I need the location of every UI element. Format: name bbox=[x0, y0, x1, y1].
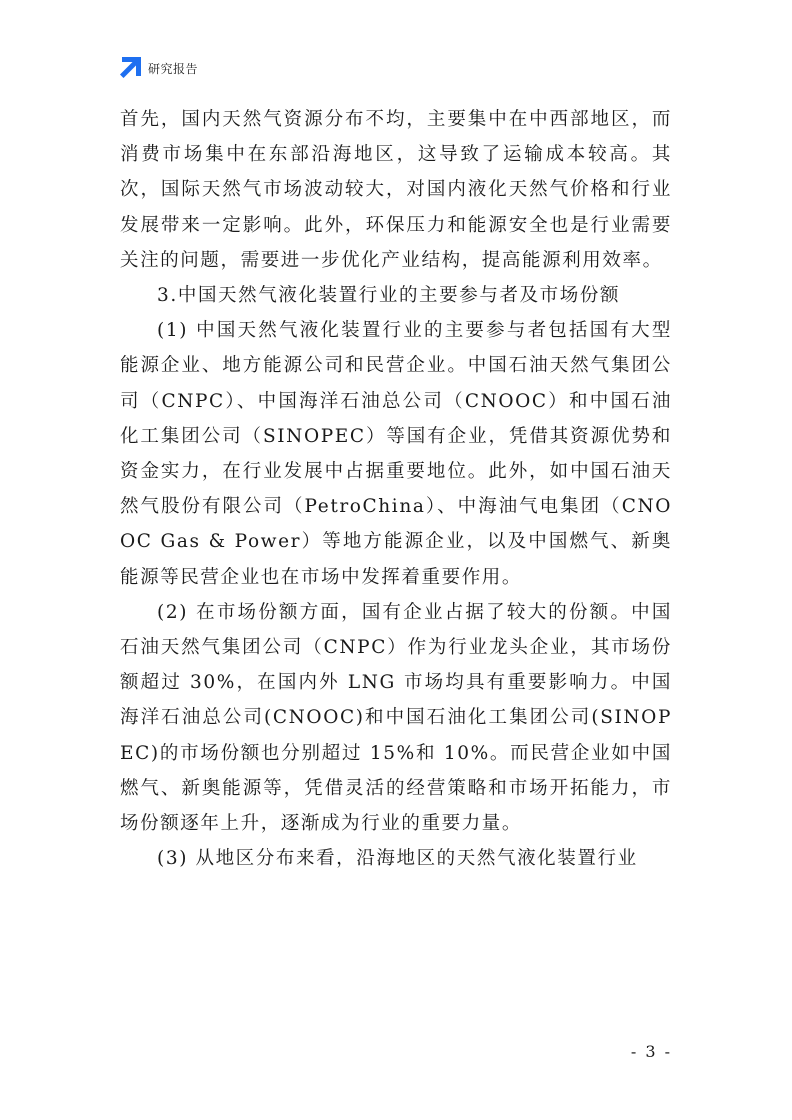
section-heading: 3.中国天然气液化装置行业的主要参与者及市场份额 bbox=[157, 285, 621, 307]
page-number: - 3 - bbox=[630, 1042, 672, 1061]
document-body bbox=[120, 102, 672, 876]
arrow-logo-icon bbox=[119, 57, 141, 79]
paragraph-participants: (1) 中国天然气液化装置行业的主要参与者包括国有大型能源企业、地方能源公司和民营企业。中国石油天然气集团公司（CNPC）、中国海洋石油总公司（CNOOC）和中国石油化工集团公司（SINOPEC）等国有企业，凭借其资源优势和资金实力，在行业发展中占据重要地位。此外，如中国石油天然气股份有限公司（PetroChina）、中海油气电集团（CNOOC Gas & Power）等地方能源企业，以及中国燃气、新奥能源等民营企业也在市场中发挥着重要作用。 bbox=[120, 320, 672, 588]
paragraph-regional: (3) 从地区分布来看，沿海地区的天然气液化装置行业 bbox=[157, 848, 638, 870]
header-title: 研究报告 bbox=[148, 61, 199, 76]
report-header bbox=[119, 56, 198, 80]
paragraph-market-share: (2) 在市场份额方面，国有企业占据了较大的份额。中国石油天然气集团公司（CNPC）作为行业龙头企业，其市场份额超过 30%，在国内外 LNG 市场均具有重要影响力。中国海洋石油总公司(CNOOC)和中国石油化工集团公司(SINOPEC)的市场份额也分别超过 15%和 10%。而民营企业如中国燃气、新奥能源等，凭借灵活的经营策略和市场开拓能力，市场份额逐年上升，逐渐成为行业的重要力量。 bbox=[120, 601, 672, 835]
paragraph-challenges: 首先，国内天然气资源分布不均，主要集中在中西部地区，而消费市场集中在东部沿海地区，这导致了运输成本较高。其次，国际天然气市场波动较大，对国内液化天然气价格和行业发展带来一定影响。此外，环保压力和能源安全也是行业需要关注的问题，需要进一步优化产业结构，提高能源利用效率。 bbox=[120, 109, 672, 271]
